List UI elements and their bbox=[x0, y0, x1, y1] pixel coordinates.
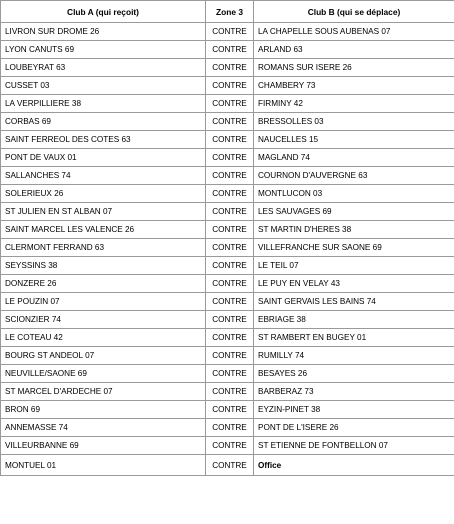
cell-zone: CONTRE bbox=[206, 95, 254, 113]
cell-club-b: COURNON D'AUVERGNE 63 bbox=[254, 167, 454, 185]
cell-club-b: MAGLAND 74 bbox=[254, 149, 454, 167]
table-row bbox=[1, 239, 454, 257]
table-row bbox=[1, 131, 454, 149]
cell-zone: CONTRE bbox=[206, 239, 254, 257]
cell-club-b: RUMILLY 74 bbox=[254, 347, 454, 365]
cell-club-b: ST ETIENNE DE FONTBELLON 07 bbox=[254, 437, 454, 455]
cell-club-a: SAINT MARCEL LES VALENCE 26 bbox=[1, 221, 206, 239]
cell-club-b: LE TEIL 07 bbox=[254, 257, 454, 275]
cell-zone: CONTRE bbox=[206, 311, 254, 329]
cell-club-b: LA CHAPELLE SOUS AUBENAS 07 bbox=[254, 23, 454, 41]
table-row bbox=[1, 23, 454, 41]
cell-zone: CONTRE bbox=[206, 437, 254, 455]
cell-club-b: ST MARTIN D'HERES 38 bbox=[254, 221, 454, 239]
cell-club-b: ARLAND 63 bbox=[254, 41, 454, 59]
cell-club-a: LA VERPILLIERE 38 bbox=[1, 95, 206, 113]
header-club-a: Club A (qui reçoit) bbox=[1, 1, 206, 23]
cell-zone: CONTRE bbox=[206, 185, 254, 203]
cell-zone: CONTRE bbox=[206, 329, 254, 347]
cell-club-a: PONT DE VAUX 01 bbox=[1, 149, 206, 167]
cell-zone: CONTRE bbox=[206, 419, 254, 437]
cell-zone: CONTRE bbox=[206, 365, 254, 383]
cell-club-b: NAUCELLES 15 bbox=[254, 131, 454, 149]
cell-club-b: EYZIN-PINET 38 bbox=[254, 401, 454, 419]
table-row bbox=[1, 419, 454, 437]
header-club-b: Club B (qui se déplace) bbox=[254, 1, 454, 23]
cell-club-a: LIVRON SUR DROME 26 bbox=[1, 23, 206, 41]
cell-zone: CONTRE bbox=[206, 203, 254, 221]
cell-zone: CONTRE bbox=[206, 131, 254, 149]
cell-club-a: LYON CANUTS 69 bbox=[1, 41, 206, 59]
table-row bbox=[1, 95, 454, 113]
table-row bbox=[1, 365, 454, 383]
cell-club-a: LE COTEAU 42 bbox=[1, 329, 206, 347]
cell-club-b: FIRMINY 42 bbox=[254, 95, 454, 113]
cell-club-a: MONTUEL 01 bbox=[1, 455, 206, 476]
cell-club-b: MONTLUCON 03 bbox=[254, 185, 454, 203]
header-row bbox=[1, 1, 454, 23]
cell-club-a: DONZERE 26 bbox=[1, 275, 206, 293]
table-row bbox=[1, 59, 454, 77]
table-row bbox=[1, 257, 454, 275]
cell-club-a: SAINT FERREOL DES COTES 63 bbox=[1, 131, 206, 149]
cell-zone: CONTRE bbox=[206, 293, 254, 311]
table-row bbox=[1, 77, 454, 95]
cell-club-a: BRON 69 bbox=[1, 401, 206, 419]
cell-club-b: ST RAMBERT EN BUGEY 01 bbox=[254, 329, 454, 347]
cell-club-a: NEUVILLE/SAONE 69 bbox=[1, 365, 206, 383]
table-row bbox=[1, 113, 454, 131]
table-row bbox=[1, 185, 454, 203]
cell-club-a: ANNEMASSE 74 bbox=[1, 419, 206, 437]
fixtures-body bbox=[1, 23, 454, 476]
cell-club-b: BESAYES 26 bbox=[254, 365, 454, 383]
cell-zone: CONTRE bbox=[206, 167, 254, 185]
cell-club-a: BOURG ST ANDEOL 07 bbox=[1, 347, 206, 365]
table-row bbox=[1, 275, 454, 293]
cell-club-a: CUSSET 03 bbox=[1, 77, 206, 95]
table-row bbox=[1, 149, 454, 167]
cell-club-a: LOUBEYRAT 63 bbox=[1, 59, 206, 77]
table-row bbox=[1, 167, 454, 185]
cell-club-a: SEYSSINS 38 bbox=[1, 257, 206, 275]
table-row bbox=[1, 347, 454, 365]
table-row bbox=[1, 437, 454, 455]
cell-zone: CONTRE bbox=[206, 59, 254, 77]
cell-zone: CONTRE bbox=[206, 23, 254, 41]
cell-club-a: VILLEURBANNE 69 bbox=[1, 437, 206, 455]
table-row bbox=[1, 329, 454, 347]
cell-zone: CONTRE bbox=[206, 275, 254, 293]
cell-zone: CONTRE bbox=[206, 41, 254, 59]
cell-club-a: CORBAS 69 bbox=[1, 113, 206, 131]
cell-club-a: SOLERIEUX 26 bbox=[1, 185, 206, 203]
cell-club-b: SAINT GERVAIS LES BAINS 74 bbox=[254, 293, 454, 311]
cell-zone: CONTRE bbox=[206, 77, 254, 95]
cell-club-b: VILLEFRANCHE SUR SAONE 69 bbox=[254, 239, 454, 257]
cell-zone: CONTRE bbox=[206, 149, 254, 167]
cell-club-b: LE PUY EN VELAY 43 bbox=[254, 275, 454, 293]
cell-club-a: SALLANCHES 74 bbox=[1, 167, 206, 185]
cell-club-b: EBRIAGE 38 bbox=[254, 311, 454, 329]
cell-club-a: SCIONZIER 74 bbox=[1, 311, 206, 329]
table-row bbox=[1, 455, 454, 476]
cell-club-a: ST JULIEN EN ST ALBAN 07 bbox=[1, 203, 206, 221]
cell-club-b: BARBERAZ 73 bbox=[254, 383, 454, 401]
table-row bbox=[1, 383, 454, 401]
table-row bbox=[1, 293, 454, 311]
cell-zone: CONTRE bbox=[206, 347, 254, 365]
table-row bbox=[1, 311, 454, 329]
cell-zone: CONTRE bbox=[206, 455, 254, 476]
cell-club-b: ROMANS SUR ISERE 26 bbox=[254, 59, 454, 77]
table-row bbox=[1, 41, 454, 59]
cell-club-a: ST MARCEL D'ARDECHE 07 bbox=[1, 383, 206, 401]
table-row bbox=[1, 401, 454, 419]
cell-club-b: Office bbox=[254, 455, 454, 476]
cell-zone: CONTRE bbox=[206, 257, 254, 275]
table-row bbox=[1, 221, 454, 239]
table-row bbox=[1, 203, 454, 221]
cell-club-b: PONT DE L'ISERE 26 bbox=[254, 419, 454, 437]
cell-zone: CONTRE bbox=[206, 221, 254, 239]
cell-zone: CONTRE bbox=[206, 113, 254, 131]
cell-club-a: CLERMONT FERRAND 63 bbox=[1, 239, 206, 257]
cell-club-b: CHAMBERY 73 bbox=[254, 77, 454, 95]
cell-club-a: LE POUZIN 07 bbox=[1, 293, 206, 311]
header-zone: Zone 3 bbox=[206, 1, 254, 23]
cell-zone: CONTRE bbox=[206, 383, 254, 401]
cell-club-b: BRESSOLLES 03 bbox=[254, 113, 454, 131]
cell-zone: CONTRE bbox=[206, 401, 254, 419]
cell-club-b: LES SAUVAGES 69 bbox=[254, 203, 454, 221]
